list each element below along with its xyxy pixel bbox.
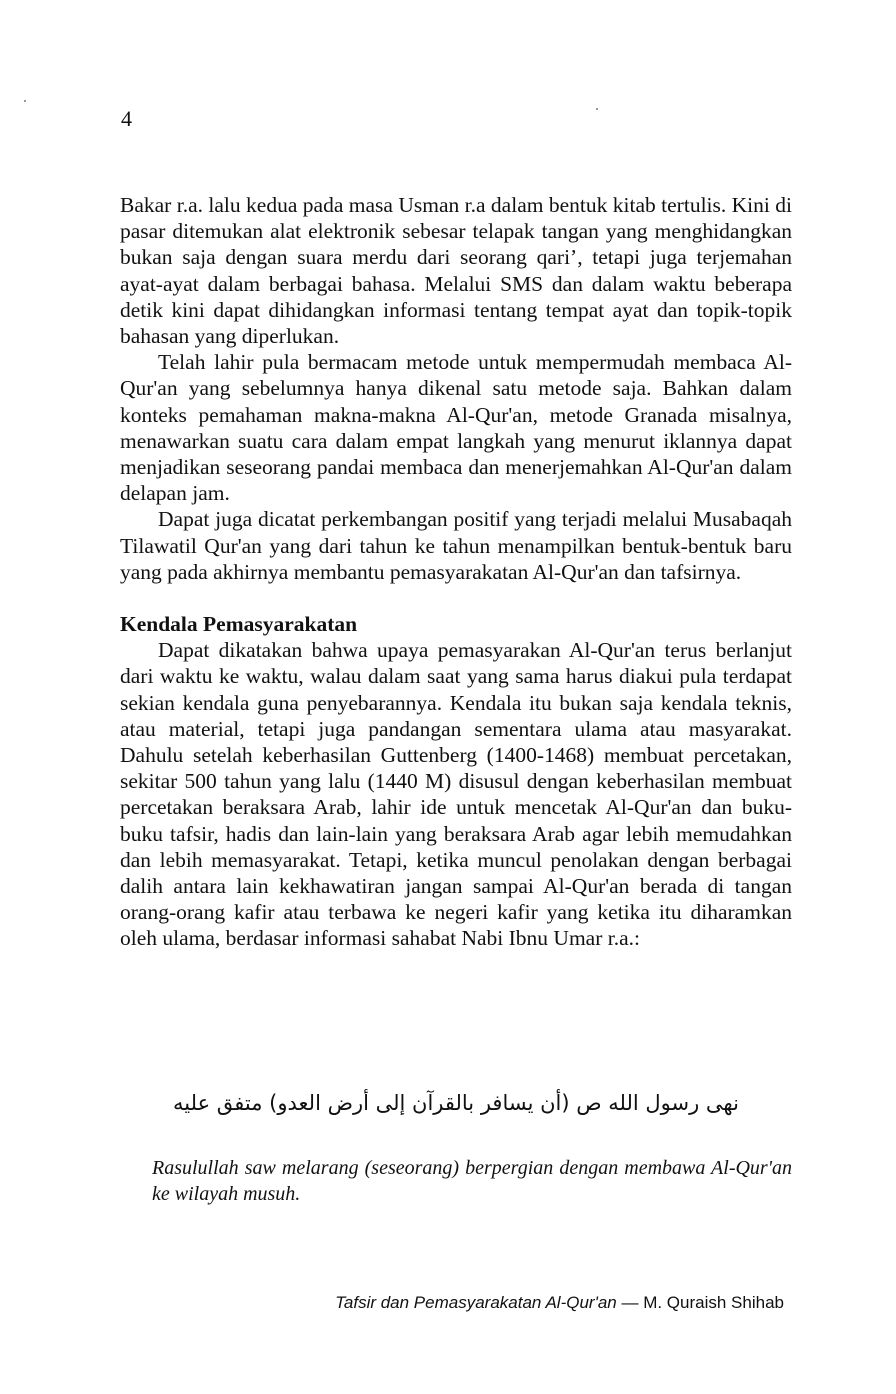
page-number: 4 <box>121 106 132 131</box>
body-text <box>120 192 792 952</box>
section-heading: Kendala Pemasyarakatan <box>120 612 358 637</box>
hadith-translation: Rasulullah saw melarang (seseorang) berpergian dengan membawa Al-Qur'an ke wilayah musuh. <box>152 1157 792 1205</box>
paragraph-methods: Telah lahir pula bermacam metode untuk mempermudah membaca Al-Qur'an yang sebelumnya hanya dikenal satu metode saja. Bahkan dalam konteks pemahaman makna-makna Al-Qur'an, metode Granada misalnya, menawarkan suatu cara dalam empat langkah yang menurut iklannya dapat menjadikan seseorang pandai membaca dan menerjemahkan Al-Qur'an dalam delapan jam. <box>120 350 792 506</box>
paragraph-continuation: Bakar r.a. lalu kedua pada masa Usman r.a dalam bentuk kitab tertulis. Kini di pasar ditemukan alat elektronik sebesar telapak tangan yang menghidangkan bukan saja dengan suara merdu dari seorang qari’, tetapi juga terjemahan ayat-ayat dalam berbagai bahasa. Melalui SMS dan dalam waktu beberapa detik kini dapat dihidangkan informasi tentang tempat ayat dan topik-topik bahasan yang diperlukan. <box>120 193 792 349</box>
hadith-arabic: نهى رسول الله ص (أن يسافر بالقرآن إلى أرض العدو) متفق عليه <box>173 1091 739 1115</box>
paragraph-musabaqah: Dapat juga dicatat perkembangan positif yang terjadi melalui Musabaqah Tilawatil Qur'an yang dari tahun ke tahun menampilkan bentuk-bentuk baru yang pada akhirnya membantu pemasyarakatan Al-Qur'an dan tafsirnya. <box>120 507 792 584</box>
paragraph-obstacles: Dapat dikatakan bahwa upaya pemasyarakan Al-Qur'an terus berlanjut dari waktu ke waktu, walau dalam saat yang sama harus diakui pula terdapat sekian kendala guna penyebarannya. Kendala itu bukan saja kendala teknis, atau material, tetapi juga pandangan sementara ulama atau masyarakat. Dahulu setelah keberhasilan Guttenberg (1400-1468) membuat percetakan, sekitar 500 tahun yang lalu (1440 M) disusul dengan keberhasilan membuat percetakan beraksara Arab, lahir ide untuk mencetak Al-Qur'an dan buku-buku tafsir, hadis dan lain-lain yang beraksara Arab agar lebih memudahkan dan lebih memasyarakat. Tetapi, ketika muncul penolakan dengan berbagai dalih antara lain kekhawatiran jangan sampai Al-Qur'an berada di tangan orang-orang kafir atau terbawa ke negeri kafir yang ketika itu diharamkan oleh ulama, berdasar informasi sahabat Nabi Ibnu Umar r.a.: <box>120 638 792 951</box>
scan-speck <box>24 100 26 102</box>
scan-speck <box>596 108 598 110</box>
footer-book-title: Tafsir dan Pemasyarakatan Al-Qur'an <box>335 1293 617 1312</box>
footer-separator: — <box>616 1293 644 1312</box>
footer-author: M. Quraish Shihab <box>643 1293 784 1312</box>
running-footer <box>335 1294 784 1311</box>
